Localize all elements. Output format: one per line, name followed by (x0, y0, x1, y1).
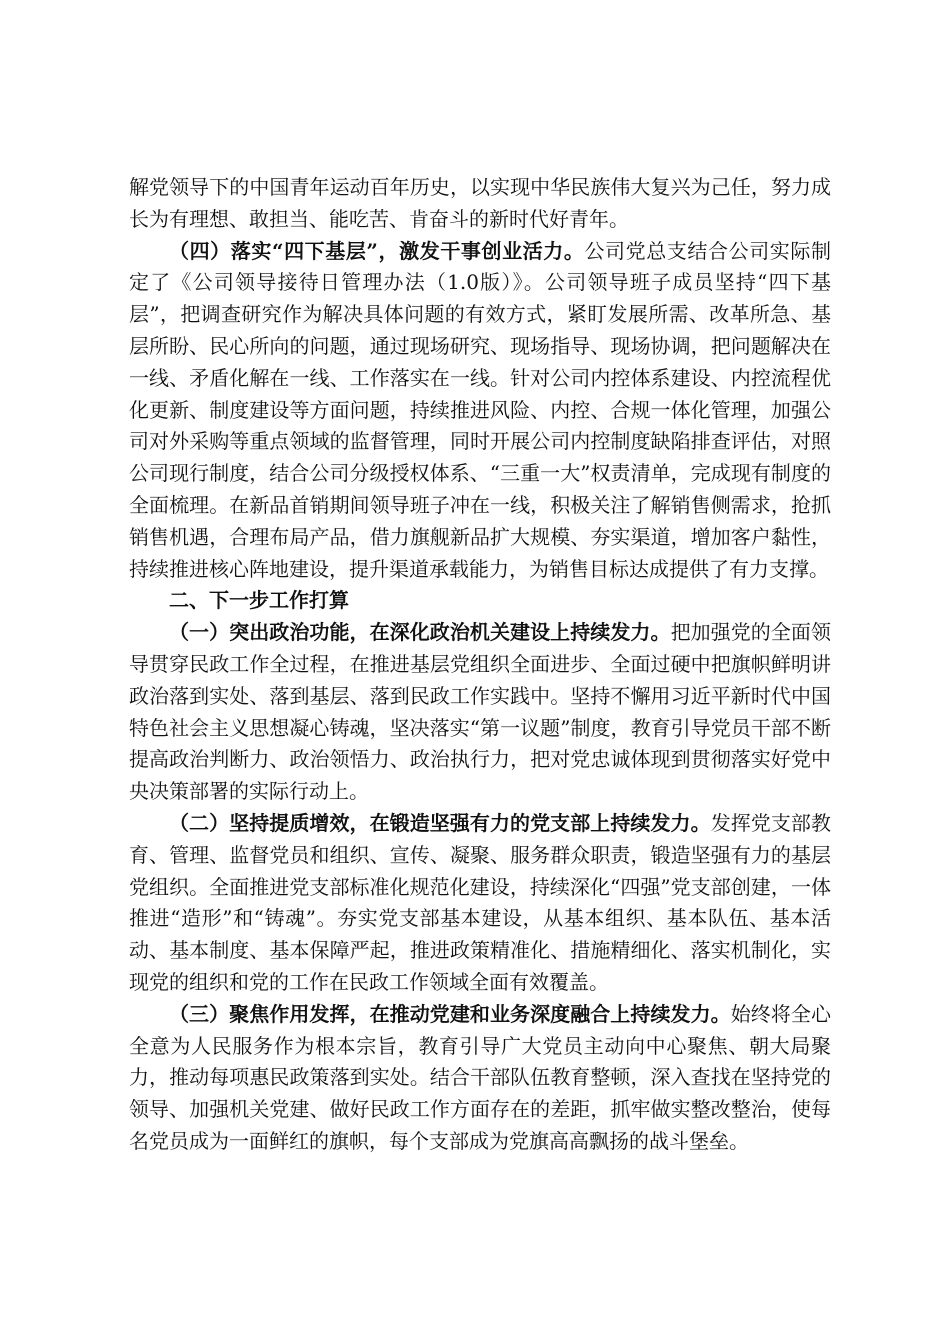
paragraph-integration (129, 999, 831, 1158)
paragraph-lead: （一）突出政治功能，在深化政治机关建设上持续发力。 (169, 620, 671, 645)
section-heading-next-steps: 二、下一步工作打算 (169, 588, 349, 613)
paragraph-party-branch (129, 808, 831, 999)
document-page (129, 172, 831, 1158)
paragraph-four-basic-levels (129, 236, 831, 586)
paragraph-body: 解党领导下的中国青年运动百年历史，以实现中华民族伟大复兴为己任，努力成长为有理想、敢担当、能吃苦、肯奋斗的新时代好青年。 (129, 175, 831, 231)
paragraph-lead: （三）聚焦作用发挥，在推动党建和业务深度融合上持续发力。 (169, 1001, 731, 1026)
paragraph-continuation (129, 172, 831, 236)
paragraph-body: 发挥党支部教育、管理、监督党员和组织、宣传、凝聚、服务群众职责，锻造坚强有力的基层党组织。全面推进党支部标准化规范化建设，持续深化“四强”党支部创建，一体推进“造形”和“铸魂”。夯实党支部基本建设，从基本组织、基本队伍、基本活动、基本制度、基本保障严起，推进政策精准化、措施精细化、落实机制化，实现党的组织和党的工作在民政工作领域全面有效覆盖。 (129, 810, 831, 994)
paragraph-body: 始终将全心全意为人民服务作为根本宗旨，教育引导广大党员主动向中心聚焦、朝大局聚力，推动每项惠民政策落到实处。结合干部队伍教育整顿，深入查找在坚持党的领导、加强机关党建、做好民政工作方面存在的差距，抓牢做实整改整治，使每名党员成为一面鲜红的旗帜，每个支部成为党旗高高飘扬的战斗堡垒。 (129, 1001, 831, 1153)
paragraph-lead: （二）坚持提质增效，在锻造坚强有力的党支部上持续发力。 (169, 810, 711, 835)
paragraph-body: 公司党总支结合公司实际制定了《公司领导接待日管理办法（1.0版）》。公司领导班子成员坚持“四下基层”，把调查研究作为解决具体问题的有效方式，紧盯发展所需、改革所急、基层所盼、民心所向的问题，通过现场研究、现场指导、现场协调，把问题解决在一线、矛盾化解在一线、工作落实在一线。针对公司内控体系建设、内控流程优化更新、制度建设等方面问题，持续推进风险、内控、合规一体化管理，加强公司对外采购等重点领域的监督管理，同时开展公司内控制度缺陷排查评估，对照公司现行制度，结合公司分级授权体系、“三重一大”权责清单，完成现有制度的全面梳理。在新品首销期间领导班子冲在一线，积极关注了解销售侧需求，抢抓销售机遇，合理布局产品，借力旗舰新品扩大规模、夯实渠道，增加客户黏性，持续推进核心阵地建设，提升渠道承载能力，为销售目标达成提供了有力支撑。 (129, 238, 831, 581)
paragraph-political-function (129, 617, 831, 808)
paragraph-body: 把加强党的全面领导贯穿民政工作全过程，在推进基层党组织全面进步、全面过硬中把旗帜鲜明讲政治落到实处、落到基层、落到民政工作实践中。坚持不懈用习近平新时代中国特色社会主义思想凝心铸魂，坚决落实“第一议题”制度，教育引导党员干部不断提高政治判断力、政治领悟力、政治执行力，把对党忠诚体现到贯彻落实好党中央决策部署的实际行动上。 (129, 620, 831, 804)
paragraph-lead: （四）落实“四下基层”，激发干事创业活力。 (169, 238, 585, 263)
